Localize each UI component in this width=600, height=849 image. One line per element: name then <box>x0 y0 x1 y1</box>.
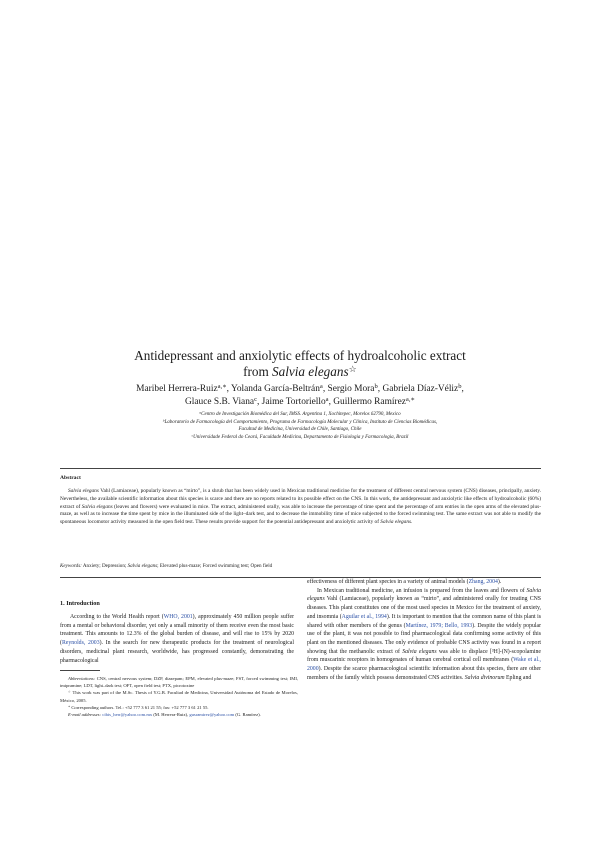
author-separator: , <box>256 397 262 407</box>
citation-link[interactable]: Martínez, 1979; Bello, 1993 <box>405 622 473 629</box>
footnote-thesis: ☆ This work was part of the M.Sc. Thesis of Y.G.B. Facultad de Medicina, Universidad Autónoma del Estado de Morelos, México, 2005. <box>60 689 298 703</box>
affiliation-text: Facultad de Medicina, Universidad de Chile, Santiago, Chile <box>238 427 362 433</box>
author-name: Jaime Tortoriello <box>261 397 326 407</box>
author-affiliation-mark[interactable]: a,∗ <box>217 383 227 391</box>
author-line-1 <box>60 383 540 396</box>
author-separator: , <box>328 397 334 407</box>
citation-link[interactable]: Reynolds, 2003 <box>61 640 100 647</box>
author-affiliation-mark[interactable]: b <box>374 383 378 391</box>
author-separator: , <box>461 384 464 394</box>
keywords: Keywords: Anxiety; Depression; Salvia elegans; Elevated plus-maze; Forced swimming test; Open field <box>60 563 273 569</box>
affiliation-mark: a <box>199 410 202 415</box>
author-affiliation-mark[interactable]: a,∗ <box>405 396 415 404</box>
footnote-rule <box>60 670 100 671</box>
affiliation-line <box>90 411 510 419</box>
affiliation-line <box>90 426 510 434</box>
author-affiliation-mark[interactable]: b <box>458 383 462 391</box>
title-line-1: Antidepressant and anxiolytic effects of hydroalcoholic extract <box>134 348 466 363</box>
title-line-2: from Salvia elegans☆ <box>243 363 357 379</box>
citation-link[interactable]: WHO, 2001 <box>163 614 193 620</box>
affiliation-text: Laboratorio de Farmacología del Comportamiento, Programa de Farmacología Molecular y Clínica, Instituto de Ciencias Biomédicas, <box>164 419 438 425</box>
section-heading-introduction: 1. Introduction <box>60 600 100 607</box>
citation-link[interactable]: Aguilar et al., 1994 <box>341 613 387 620</box>
affiliation-text: Centro de Investigación Biomédica del Sur, IMSS. Argentina 1, Xochitepec, Morelos 62790, Mexico <box>201 412 401 417</box>
intro-left-column: According to the World Health report (WHO, 2001), approximately 450 million people suffer from a mental or behavioral disorder, yet only a small minority of them receive even the most basic treatment. This amounts to 12.3% of the global burden of disease, and will rise to 15% by 2020 (Reynolds, 2003). In the search for new therapeutic products for the treatment of neurological disorders, medicinal plant research, worldwide, has progressed constantly, demonstrating the pharmacological <box>60 614 294 664</box>
abstract-body: Salvia elegans Vahl (Lamiaceae), popularly known as “mirto”, is a shrub that has been widely used in Mexican traditional medicine for the treatment of different central nervous system (CNS) diseases, principally, anxiety. Nevertheless, the available scientific information about this species is scarce and there are no reports related to its possible effect on the CNS. In this work, the antidepressant and anxiolytic like effects of hydroalcoholic (60%) extract of Salvia elegans (leaves and flowers) were evaluated in mice. The extract, administered orally, was able to increase the percentage of time spent and the percentage of arm entries in the open arms of the elevated plus-maze, as well as to increase the time spent by mice in the illuminated side of the light–dark test, and to decrease the immobility time of mice subjected to the forced swimming test. The same extract was not able to modify the spontaneous locomotor activity measured in the open field test. These results provide support for the potential antidepressant and anxiolytic activity of Salvia elegans. <box>60 488 542 525</box>
abstract-top-rule <box>60 468 541 469</box>
affiliation-line <box>90 434 510 442</box>
author-name: Guillermo Ramírez <box>333 397 406 407</box>
paper-title <box>60 348 540 380</box>
intro-right-column: effectiveness of different plant species in a variety of animal models (Zhang, 2004). In Mexican traditional medicine, an infusion is prepared from the leaves and flowers of Salvia elegans Vahl (Lamiaceae), popularly known as “mirto”, and administered orally for treating CNS diseases. This plant constitutes one of the most used species in Mexico for the treatment of anxiety, and insomnia (Aguilar et al., 1994). It is important to mention that the common name of this plant is shared with other members of the genus (Martínez, 1979; Bello, 1993). Despite the widely popular use of the plant, it was not possible to find pharmacological data confirming some activity of this plant on the mentioned diseases. The only evidence of probable CNS activity was found in a report showing that the methanolic extract of Salvia elegans was able to displace [³H]-(N)-scopolamine from muscarinic receptors in homogenates of human cerebral cortical cell membranes (Wake et al., 2000). Despite the scarce pharmacological scientific information about this species, there are other members of the family which possess demonstrated CNS activities. Salvia divinorum Epling and <box>307 579 542 681</box>
author-name: Glauce S.B. Viana <box>185 397 255 407</box>
affiliation-text: Universidade Federal do Ceará, Faculdade Medicina, Departamento de Fisiologia y Farmacologia, Brazil <box>193 435 409 441</box>
footnotes <box>60 675 298 718</box>
affiliation-mark: b <box>162 418 165 423</box>
author-line-2 <box>60 396 540 409</box>
author-affiliation-mark[interactable]: a <box>319 383 323 391</box>
footnote-emails: E-mail addresses: cibis_herr@yahoo.com.mx (M. Herrera-Ruiz), gusramirez@yahoo.com (G. Ramírez). <box>68 712 261 718</box>
author-name: Gabriela Díaz-Véliz <box>382 384 459 394</box>
author-separator: , <box>322 384 328 394</box>
affiliation-mark: c <box>191 433 194 438</box>
title-footnote-mark[interactable]: ☆ <box>348 363 357 374</box>
footnote-abbreviations: Abbreviations: CNS, central nervous system; DZP, diazepam; EPM, elevated plus-maze; FST, forced swimming test; IMI, imipramine; LDT, light–dark test; OFT, open field test; PTX, picrotoxine <box>60 676 298 689</box>
email-link[interactable]: gusramirez@yahoo.com <box>189 712 235 718</box>
author-affiliation-mark[interactable]: a <box>325 396 329 404</box>
author-list <box>60 383 540 409</box>
citation-link[interactable]: Wake et al., 2000 <box>307 657 541 673</box>
abstract-heading: Abstract <box>60 475 81 481</box>
title-species: Salvia elegans <box>272 364 349 379</box>
footnote-corresponding: ∗ Corresponding authors. Tel.: +52 777 3 61 21 55; fax: +52 777 3 61 21 55. <box>68 704 209 710</box>
affiliation-line <box>90 419 510 427</box>
author-separator: , <box>226 384 232 394</box>
affiliation-list <box>90 411 510 442</box>
author-name: Maribel Herrera-Ruiz <box>136 384 218 394</box>
author-name: Sergio Mora <box>327 384 375 394</box>
author-affiliation-mark[interactable]: c <box>254 396 257 404</box>
email-link[interactable]: cibis_herr@yahoo.com.mx <box>102 712 153 718</box>
author-separator: , <box>377 384 383 394</box>
keywords-label: Keywords: <box>60 563 82 569</box>
citation-link[interactable]: Zhang, 2004 <box>468 579 498 585</box>
author-name: Yolanda García-Beltrán <box>231 384 320 394</box>
